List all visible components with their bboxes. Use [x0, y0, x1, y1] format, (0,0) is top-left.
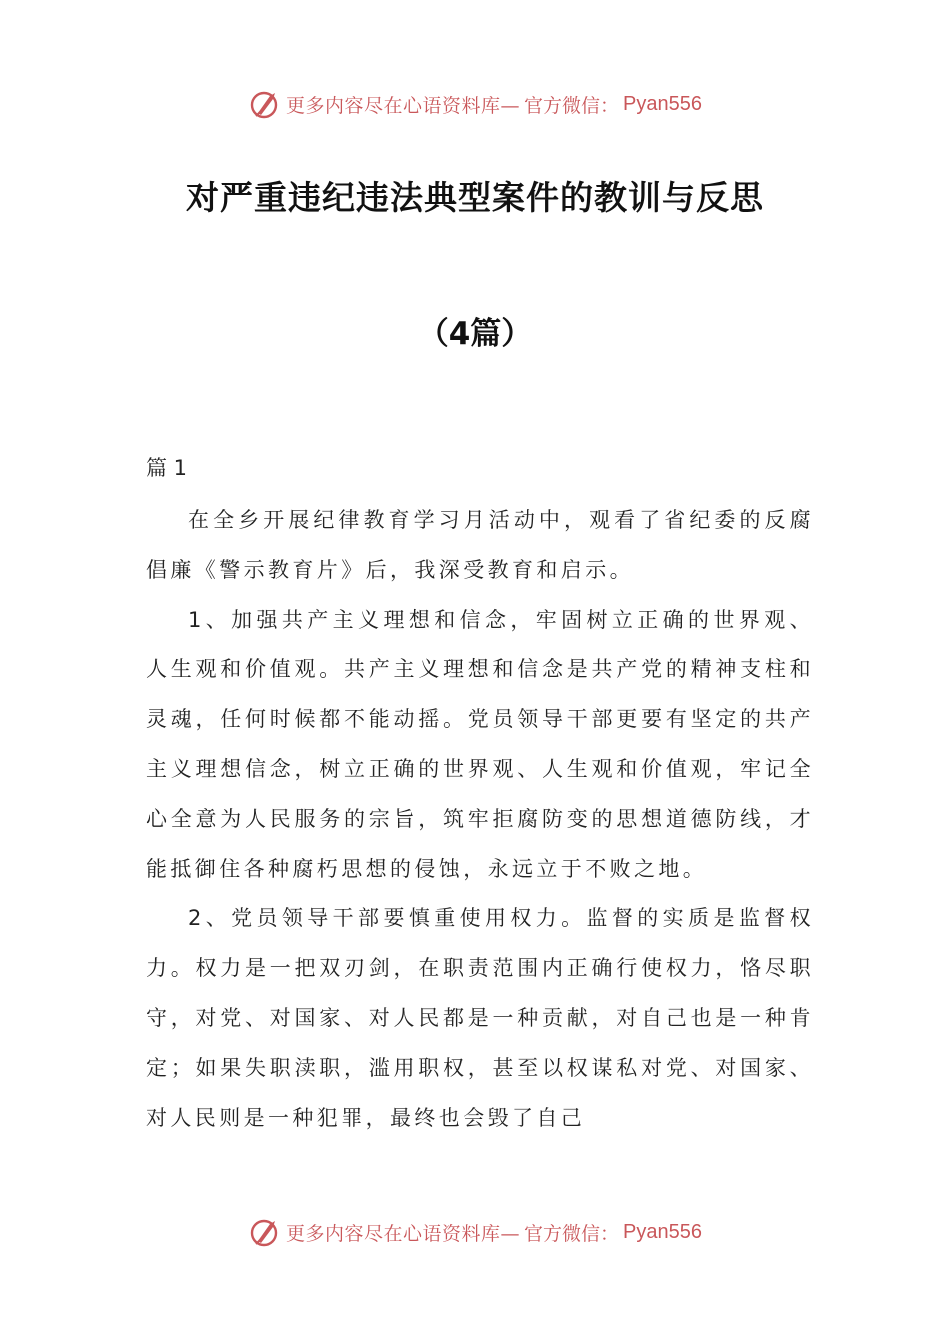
- pen-nib-circle-icon: [248, 87, 282, 121]
- header-banner-contact-label: 官方微信：: [524, 94, 620, 117]
- footer-banner-contact-id: Pyan556: [623, 1220, 702, 1243]
- page-title: 对严重违纪违法典型案件的教训与反思: [186, 178, 764, 217]
- header-banner-text: 更多内容尽在心语资料库—: [286, 94, 521, 117]
- header-banner-contact-id: Pyan556: [623, 92, 702, 115]
- paragraph-intro: 在全乡开展纪律教育学习月活动中，观看了省纪委的反腐倡廉《警示教育片》后，我深受教育和启示。: [146, 508, 814, 582]
- pen-nib-circle-icon: [248, 1215, 282, 1249]
- section-label: 篇 1: [146, 456, 188, 480]
- header-banner: [0, 84, 950, 124]
- footer-banner-text: 更多内容尽在心语资料库—: [286, 1222, 521, 1245]
- footer-banner-contact-label: 官方微信：: [524, 1222, 620, 1245]
- paragraph-point-2: 2、党员领导干部要慎重使用权力。监督的实质是监督权力。权力是一把双刃剑，在职责范围内正确行使权力，恪尽职守，对党、对国家、对人民都是一种贡献，对自己也是一种肯定；如果失职渎职，滥用职权，甚至以权谋私对党、对国家、对人民则是一种犯罪，最终也会毁了自己: [146, 906, 814, 1130]
- footer-banner: [0, 1212, 950, 1252]
- document-body: [146, 496, 814, 1143]
- paragraph-point-1: 1、加强共产主义理想和信念，牢固树立正确的世界观、人生观和价值观。共产主义理想和信念是共产党的精神支柱和灵魂，任何时候都不能动摇。党员领导干部更要有坚定的共产主义理想信念，树立正确的世界观、人生观和价值观，牢记全心全意为人民服务的宗旨，筑牢拒腐防变的思想道德防线，才能抵御住各种腐朽思想的侵蚀，永远立于不败之地。: [146, 607, 814, 881]
- page-subtitle: （4篇）: [417, 316, 533, 352]
